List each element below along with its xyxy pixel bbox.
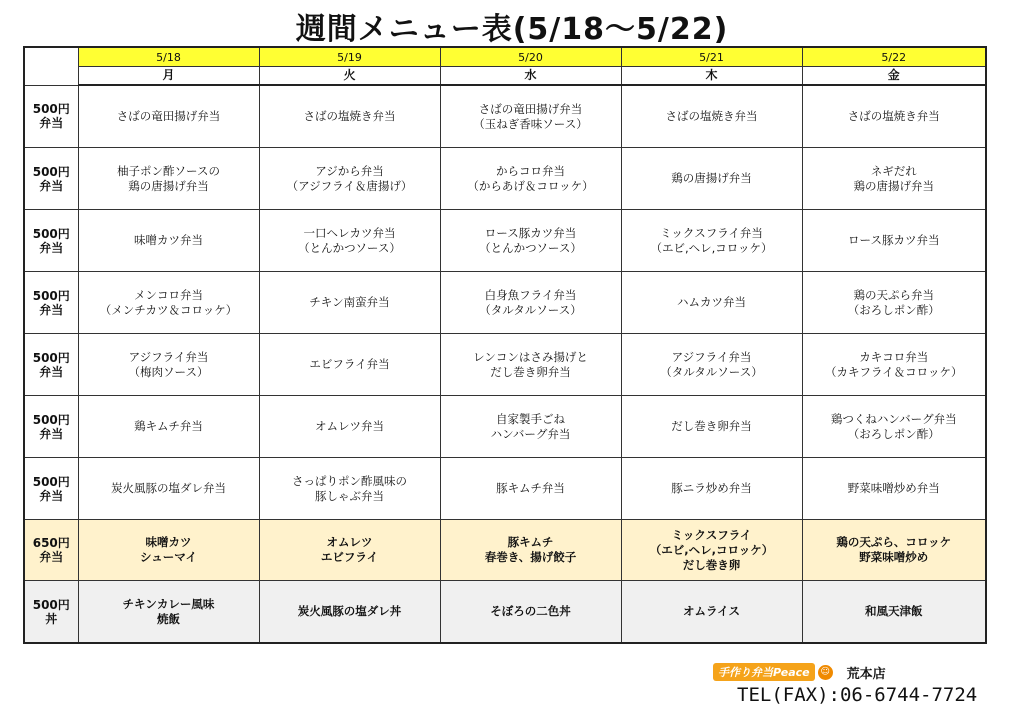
menu-item: メンコロ弁当 （メンチカツ＆コロッケ） [78,272,259,334]
date-header: 5/18 [78,47,259,67]
price-label: 500円 弁当 [24,85,78,148]
menu-item: アジフライ弁当 （タルタルソース） [621,334,802,396]
menu-item: 柚子ポン酢ソースの 鶏の唐揚げ弁当 [78,148,259,210]
shop-logo: 手作り弁当Peace [713,663,815,681]
menu-item: アジから弁当 （アジフライ＆唐揚げ） [259,148,440,210]
menu-item: さばの竜田揚げ弁当 [78,85,259,148]
weekday-header: 木 [621,67,802,86]
weekly-menu-table [23,46,987,644]
menu-item: ロース豚カツ弁当 [802,210,986,272]
menu-row [24,85,986,148]
menu-item: 鶏の唐揚げ弁当 [621,148,802,210]
weekday-header: 火 [259,67,440,86]
menu-item: 豚キムチ弁当 [440,458,621,520]
menu-item: 豚キムチ 春巻き、揚げ餃子 [440,520,621,581]
menu-item: そぼろの二色丼 [440,581,621,644]
menu-item: 野菜味噌炒め弁当 [802,458,986,520]
shop-branding [713,662,886,682]
menu-item: 炭火風豚の塩ダレ弁当 [78,458,259,520]
menu-row [24,396,986,458]
date-header: 5/19 [259,47,440,67]
date-header: 5/21 [621,47,802,67]
menu-item: 炭火風豚の塩ダレ丼 [259,581,440,644]
menu-item: アジフライ弁当 （梅肉ソース） [78,334,259,396]
menu-item: 鶏キムチ弁当 [78,396,259,458]
price-label: 500円 弁当 [24,334,78,396]
menu-item: 和風天津飯 [802,581,986,644]
menu-item: オムライス [621,581,802,644]
menu-item: ミックスフライ （エビ,ヘレ,コロッケ） だし巻き卵 [621,520,802,581]
weekday-header: 月 [78,67,259,86]
menu-row [24,272,986,334]
menu-item: 鶏の天ぷら弁当 （おろしポン酢） [802,272,986,334]
date-header: 5/20 [440,47,621,67]
menu-item: レンコンはさみ揚げと だし巻き卵弁当 [440,334,621,396]
weekday-header: 水 [440,67,621,86]
menu-item: さっぱりポン酢風味の 豚しゃぶ弁当 [259,458,440,520]
menu-item: ミックスフライ弁当 （エビ,ヘレ,コロッケ） [621,210,802,272]
menu-item: オムレツ弁当 [259,396,440,458]
weekday-header: 金 [802,67,986,86]
price-label: 650円 弁当 [24,520,78,581]
price-label: 500円 弁当 [24,272,78,334]
menu-item: 味噌カツ弁当 [78,210,259,272]
menu-row [24,581,986,644]
price-label: 500円 弁当 [24,148,78,210]
menu-row [24,148,986,210]
menu-item: ハムカツ弁当 [621,272,802,334]
menu-item: 味噌カツ シューマイ [78,520,259,581]
branch-name: 荒本店 [846,666,886,682]
price-label: 500円 丼 [24,581,78,644]
menu-item: カキコロ弁当 （カキフライ＆コロッケ） [802,334,986,396]
menu-row [24,458,986,520]
menu-item: 一口ヘレカツ弁当 （とんかつソース） [259,210,440,272]
menu-item: 豚ニラ炒め弁当 [621,458,802,520]
menu-item: チキン南蛮弁当 [259,272,440,334]
menu-item: ネギだれ 鶏の唐揚げ弁当 [802,148,986,210]
menu-row [24,520,986,581]
menu-item: チキンカレー風味 焼飯 [78,581,259,644]
menu-item: オムレツ エビフライ [259,520,440,581]
menu-row [24,334,986,396]
menu-item: さばの塩焼き弁当 [259,85,440,148]
menu-item: ロース豚カツ弁当 （とんかつソース） [440,210,621,272]
menu-item: さばの竜田揚げ弁当 （玉ねぎ香味ソース） [440,85,621,148]
table-corner [24,47,78,85]
smile-logo-icon: ☺ [818,665,833,680]
price-label: 500円 弁当 [24,210,78,272]
menu-item: 鶏つくねハンバーグ弁当 （おろしポン酢） [802,396,986,458]
menu-item: だし巻き卵弁当 [621,396,802,458]
date-header: 5/22 [802,47,986,67]
menu-item: 白身魚フライ弁当 （タルタルソース） [440,272,621,334]
menu-item: からコロ弁当 （からあげ＆コロッケ） [440,148,621,210]
price-label: 500円 弁当 [24,458,78,520]
menu-item: さばの塩焼き弁当 [621,85,802,148]
phone-fax-number: TEL(FAX):06-6744-7724 [737,684,978,706]
menu-item: さばの塩焼き弁当 [802,85,986,148]
menu-item: エビフライ弁当 [259,334,440,396]
price-label: 500円 弁当 [24,396,78,458]
menu-item: 鶏の天ぷら、コロッケ 野菜味噌炒め [802,520,986,581]
page-title: 週間メニュー表(5/18～5/22) [295,12,729,47]
menu-row [24,210,986,272]
menu-item: 自家製手ごね ハンバーグ弁当 [440,396,621,458]
